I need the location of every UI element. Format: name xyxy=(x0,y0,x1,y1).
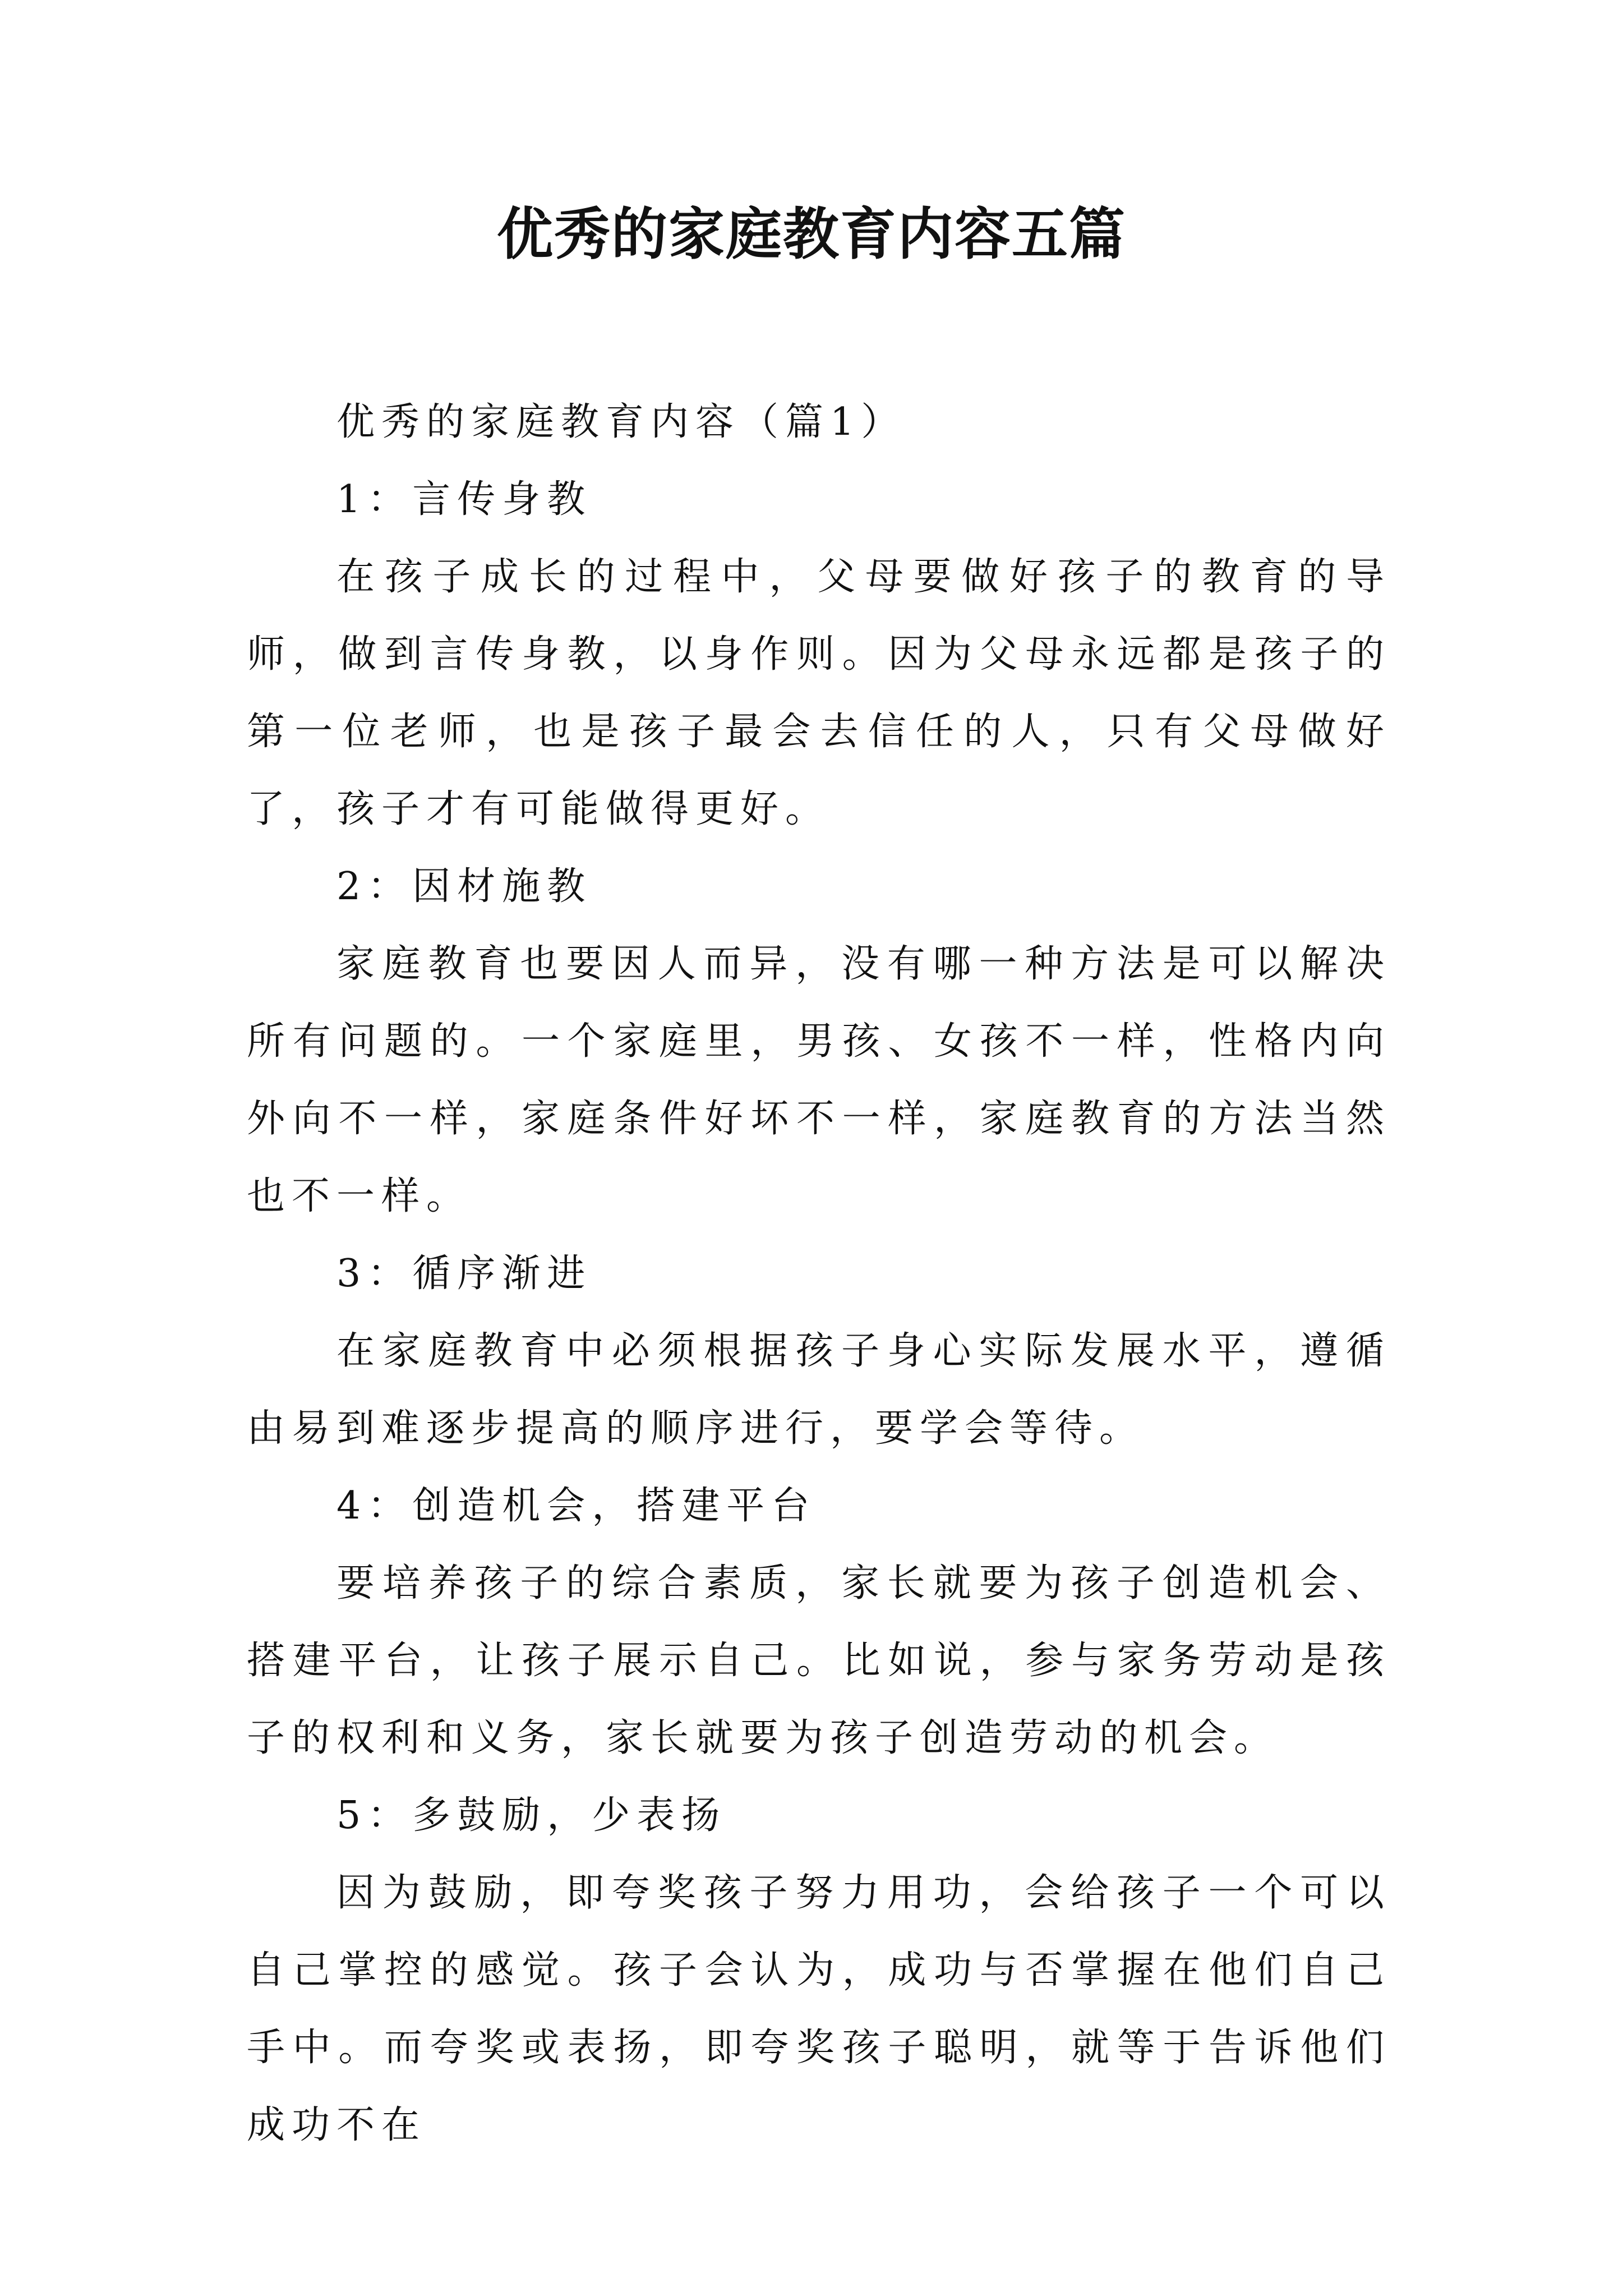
subheading-1: 1：言传身教 xyxy=(336,477,592,522)
subheading-5: 5：多鼓励，少表扬 xyxy=(336,1793,727,1838)
subheading-4: 4：创造机会，搭建平台 xyxy=(336,1484,817,1528)
subheading-2: 2：因材施教 xyxy=(336,864,592,909)
section-heading: 优秀的家庭教育内容（篇1） xyxy=(336,400,906,444)
document-body xyxy=(247,384,1391,2164)
paragraph-2: 家庭教育也要因人而异，没有哪一种方法是可以解决所有问题的。一个家庭里，男孩、女孩不一样，性格内向外向不一样，家庭条件好坏不一样，家庭教育的方法当然也不一样。 xyxy=(247,942,1391,1218)
paragraph-5: 因为鼓励，即夸奖孩子努力用功，会给孩子一个可以自己掌控的感觉。孩子会认为，成功与否掌握在他们自己手中。而夸奖或表扬，即夸奖孩子聪明，就等于告诉他们成功不在 xyxy=(247,1871,1391,2147)
paragraph-3: 在家庭教育中必须根据孩子身心实际发展水平，遵循由易到难逐步提高的顺序进行，要学会等待。 xyxy=(247,1329,1391,1451)
subheading-3: 3：循序渐进 xyxy=(336,1251,592,1296)
paragraph-1: 在孩子成长的过程中，父母要做好孩子的教育的导师，做到言传身教，以身作则。因为父母永远都是孩子的第一位老师，也是孩子最会去信任的人，只有父母做好了，孩子才有可能做得更好。 xyxy=(247,555,1391,831)
document-title: 优秀的家庭教育内容五篇 xyxy=(497,201,1126,267)
paragraph-4: 要培养孩子的综合素质，家长就要为孩子创造机会、搭建平台，让孩子展示自己。比如说，参与家务劳动是孩子的权利和义务，家长就要为孩子创造劳动的机会。 xyxy=(247,1561,1391,1760)
